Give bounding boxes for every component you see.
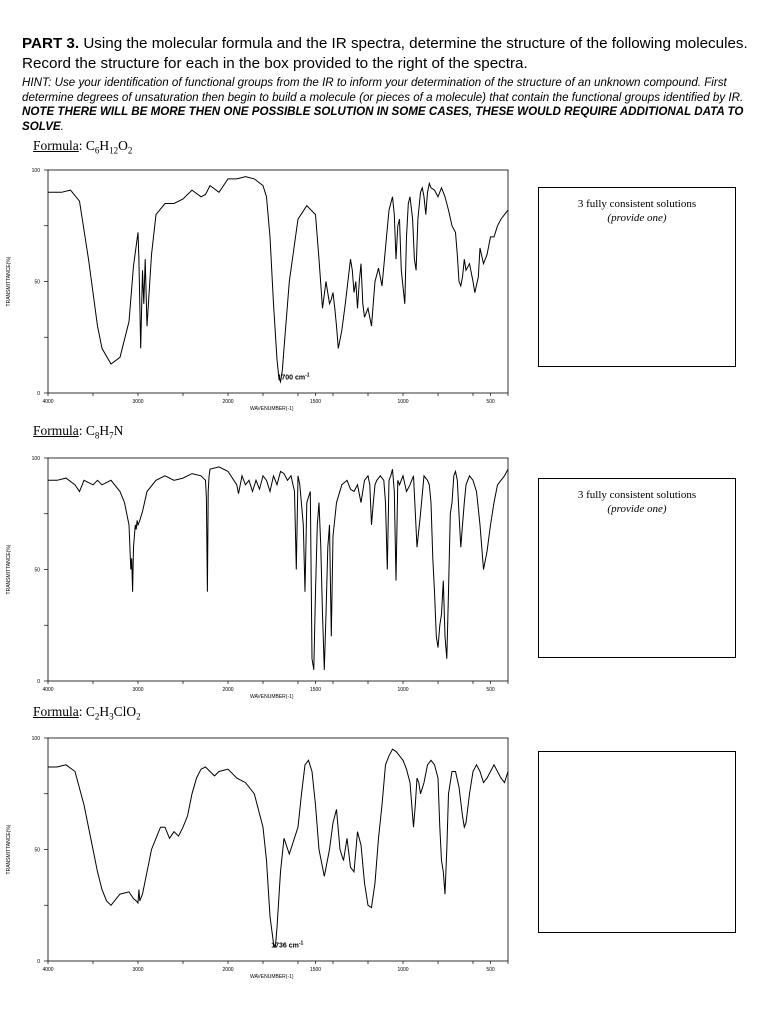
x-tick-label: 500	[486, 687, 495, 693]
hint-note: NOTE THERE WILL BE MORE THEN ONE POSSIBLE SOLUTION IN SOME CASES, THESE WOULD REQUIRE ADDITIONAL DATA TO SOLVE	[22, 105, 744, 133]
title-text: Using the molecular formula and the IR spectra, determine the structure of the following molecules. Record the structure for each in the box provided to the right of the spectra.	[22, 35, 748, 72]
y-tick-label: 50	[34, 847, 40, 854]
box-2-line1: 3 fully consistent solutions	[577, 489, 697, 501]
y-tick-label: 100	[31, 168, 40, 174]
formula-2: Formula: $C_8H_7N$	[33, 423, 124, 441]
annotation-superscript: -1	[305, 372, 310, 379]
spectrum-trace	[48, 467, 508, 670]
x-tick-label: 4000	[42, 687, 54, 693]
formula-element: H	[99, 138, 110, 153]
x-tick-label: 4000	[42, 399, 54, 405]
formula-subscript: 7	[109, 430, 114, 441]
spectrum-trace	[48, 177, 508, 382]
x-tick-label: 1500	[309, 399, 322, 405]
formula-subscript: 2	[136, 711, 141, 722]
y-tick-label: 0	[37, 391, 40, 397]
y-axis-title: TRANSMITTANCE(%)	[6, 544, 12, 595]
part-label: PART 3.	[22, 35, 80, 52]
x-tick-label: 3000	[132, 399, 144, 405]
y-tick-label: 0	[37, 959, 40, 965]
x-tick-label: 3000	[132, 967, 144, 973]
formula-subscript: 6	[94, 145, 100, 156]
hint-end: .	[60, 119, 64, 133]
x-axis-title: WAVENUMBER(-1)	[249, 406, 294, 412]
x-tick-label: 2000	[222, 687, 234, 693]
formula-subscript: 3	[109, 711, 114, 722]
formula-label: Formula	[33, 704, 79, 719]
y-tick-label: 100	[31, 456, 40, 462]
y-tick-label: 0	[37, 679, 40, 685]
box-2-text	[539, 488, 735, 516]
x-tick-label: 1500	[309, 687, 322, 693]
annotation-superscript: -1	[298, 940, 304, 947]
y-tick-label: 100	[31, 736, 40, 742]
box-1-line2: (provide one)	[607, 212, 667, 224]
formula-element: H	[99, 423, 110, 438]
x-tick-label: 3000	[132, 687, 144, 693]
formula-element: C	[85, 138, 95, 153]
y-tick-label: 50	[34, 279, 40, 286]
x-tick-label: 1000	[397, 399, 409, 405]
formula-1: Formula: $C_6H_{12}O_2$	[33, 138, 133, 156]
answer-box-1[interactable]	[538, 187, 736, 367]
y-axis-title: TRANSMITTANCE(%)	[6, 824, 12, 875]
spectrum-trace	[48, 749, 508, 950]
x-tick-label: 1000	[397, 687, 409, 693]
x-tick-label: 1000	[397, 967, 409, 973]
x-tick-label: 2000	[222, 399, 234, 405]
x-tick-label: 4000	[42, 967, 54, 973]
formula-element: C	[85, 704, 95, 719]
formula-element: H	[99, 704, 110, 719]
x-tick-label: 2000	[222, 967, 234, 973]
peak-annotation: 1736 $cm^{-1}$	[271, 940, 304, 950]
part-title	[22, 34, 757, 74]
peak-annotation: 1700 $cm^{-1}$	[277, 372, 310, 382]
formula-subscript: 2	[127, 145, 133, 156]
formula-value-1	[85, 138, 133, 156]
instructions	[22, 34, 757, 134]
formula-element: O	[118, 138, 128, 153]
hint-text: HINT: Use your identification of functional groups from the IR to inform your determination of the structure of an unknown compound. First determine degrees of unsaturation then begin to build a molecule (or pieces of a molecule) that contain the functional groups identified by IR.	[22, 76, 744, 104]
answer-box-2[interactable]	[538, 478, 736, 658]
formula-element: C	[85, 423, 95, 438]
x-tick-label: 500	[486, 399, 495, 405]
y-axis-title: TRANSMITTANCE(%)	[6, 256, 12, 307]
formula-element: N	[113, 423, 124, 438]
box-1-text	[539, 197, 735, 225]
formula-value-2	[85, 423, 124, 441]
x-tick-label: 500	[486, 967, 495, 973]
plot-frame	[48, 458, 508, 681]
formula-subscript: 12	[109, 145, 119, 156]
formula-3: Formula: $C_2H_3ClO_2$	[33, 704, 141, 722]
x-axis-title: WAVENUMBER(-1)	[249, 694, 294, 700]
formula-subscript: 2	[94, 711, 100, 722]
formula-subscript: 8	[94, 430, 100, 441]
box-2-line2: (provide one)	[607, 503, 667, 515]
formula-element: ClO	[113, 704, 137, 719]
hint-paragraph	[22, 76, 757, 134]
formula-label: Formula	[33, 138, 79, 153]
formula-label: Formula	[33, 423, 79, 438]
answer-box-3[interactable]	[538, 751, 736, 933]
y-tick-label: 50	[34, 567, 40, 574]
box-1-line1: 3 fully consistent solutions	[577, 198, 697, 210]
x-axis-title: WAVENUMBER(-1)	[249, 974, 294, 980]
x-tick-label: 1500	[309, 967, 322, 973]
plot-frame	[48, 738, 508, 961]
